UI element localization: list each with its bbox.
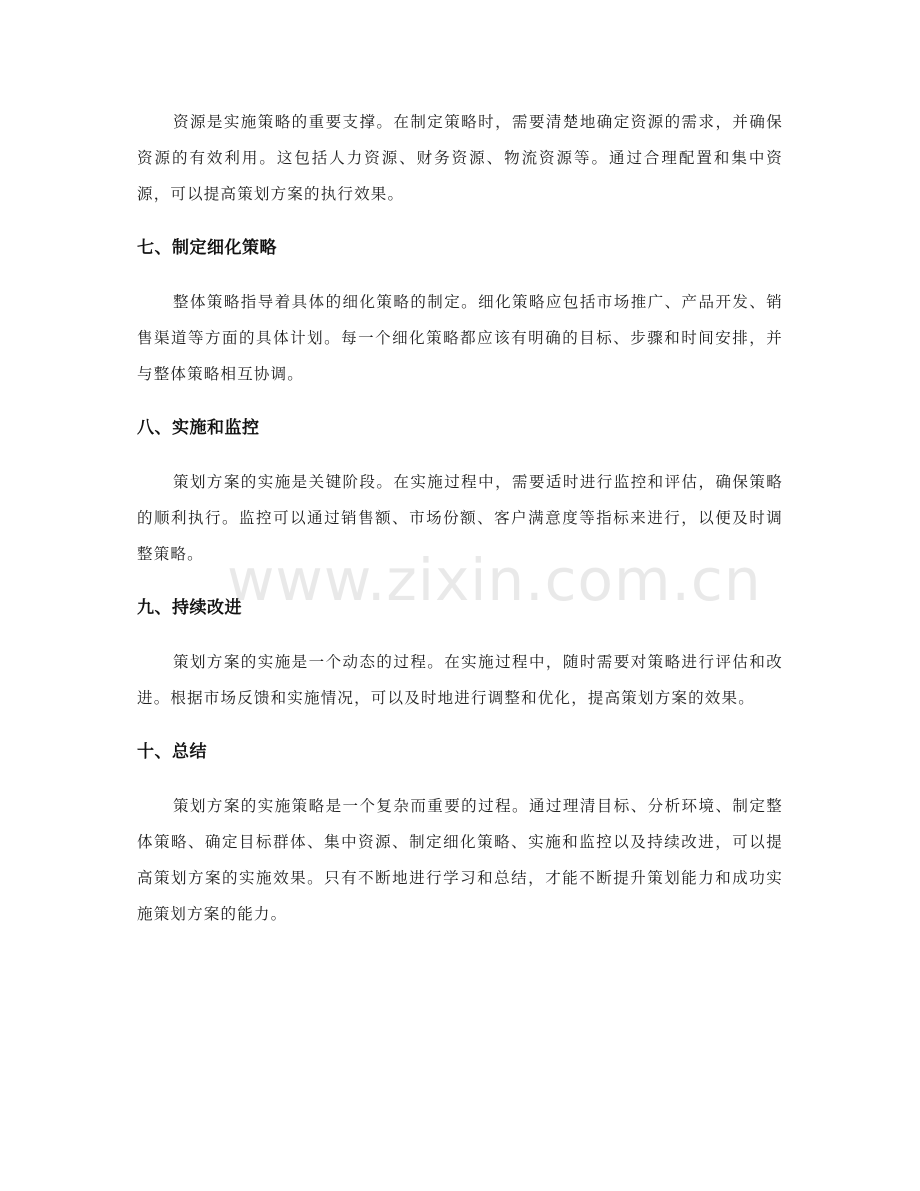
section-heading-9: 九、持续改进 [137, 598, 242, 618]
paragraph-continuous-improvement: 策划方案的实施是一个动态的过程。在实施过程中，随时需要对策略进行评估和改进。根据市场反馈和实施情况，可以及时地进行调整和优化，提高策划方案的效果。 [137, 653, 783, 707]
document-body [137, 104, 783, 932]
section-heading-10: 十、总结 [137, 742, 207, 762]
paragraph-implementation-monitoring: 策划方案的实施是关键阶段。在实施过程中，需要适时进行监控和评估，确保策略的顺利执行。监控可以通过销售额、市场份额、客户满意度等指标来进行，以便及时调整策略。 [137, 473, 783, 563]
paragraph-detailed-strategy: 整体策略指导着具体的细化策略的制定。细化策略应包括市场推广、产品开发、销售渠道等方面的具体计划。每一个细化策略都应该有明确的目标、步骤和时间安排，并与整体策略相互协调。 [137, 293, 783, 383]
paragraph-summary: 策划方案的实施策略是一个复杂而重要的过程。通过理清目标、分析环境、制定整体策略、确定目标群体、集中资源、制定细化策略、实施和监控以及持续改进，可以提高策划方案的实施效果。只有不断地进行学习和总结，才能不断提升策划能力和成功实施策划方案的能力。 [137, 797, 783, 923]
paragraph-resources: 资源是实施策略的重要支撑。在制定策略时，需要清楚地确定资源的需求，并确保资源的有效利用。这包括人力资源、财务资源、物流资源等。通过合理配置和集中资源，可以提高策划方案的执行效果。 [137, 113, 783, 203]
section-heading-7: 七、制定细化策略 [137, 238, 277, 258]
section-heading-8: 八、实施和监控 [137, 418, 260, 438]
watermark-text: www.zixin.com.cn [227, 546, 762, 614]
